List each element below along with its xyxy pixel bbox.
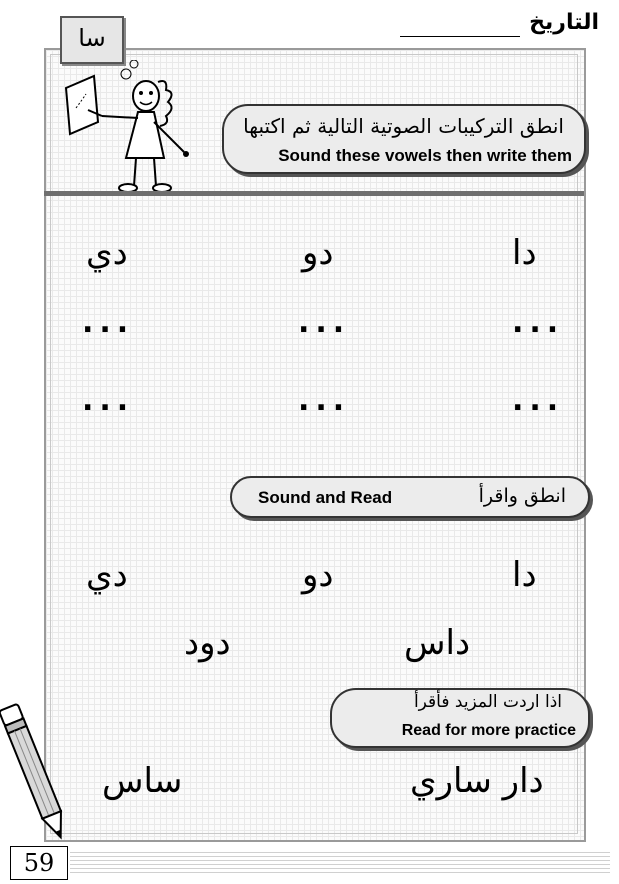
instruction-pill-write [222,104,586,174]
read-word-du: دو [302,555,334,595]
write-dots[interactable]: ... [512,305,565,340]
instruction-write-english: Sound these vowels then write them [278,146,572,165]
instruction-practice-arabic: اذا اردت المزيد فأقرأ [413,692,562,712]
read-word-di: دي [86,555,128,595]
footer-lines [70,852,610,876]
instruction-read-arabic: انطق واقرأ [478,485,566,507]
vowel-du: دو [302,233,334,273]
instruction-pill-read [230,476,590,518]
practice-words-dar-sari: دار ساري [410,761,544,801]
child-drawing-icon [64,60,214,200]
pencil-icon [0,696,70,846]
vowel-da: دا [512,233,537,273]
read-word-da: دا [512,555,537,595]
read-word-dud: دود [184,623,231,663]
write-dots[interactable]: ... [82,383,135,418]
date-label: التاريخ [529,10,599,35]
write-dots[interactable]: ... [298,383,351,418]
write-dots[interactable]: ... [298,305,351,340]
instruction-practice-english: Read for more practice [401,722,576,739]
instruction-write-arabic: انطق التركيبات الصوتية التالية ثم اكتبها [243,114,564,138]
date-write-line[interactable] [400,36,520,37]
section-divider [44,191,584,196]
write-dots[interactable]: ... [82,305,135,340]
read-word-das: داس [404,623,471,663]
lesson-tag [60,16,124,64]
lesson-tag-label: سا [78,24,106,52]
vowel-di: دي [86,233,128,273]
instruction-pill-practice [330,688,590,748]
practice-word-sas: ساس [102,761,183,801]
write-dots[interactable]: ... [512,383,565,418]
instruction-read-english: Sound and Read [258,488,393,507]
page-number: 59 [10,846,68,880]
